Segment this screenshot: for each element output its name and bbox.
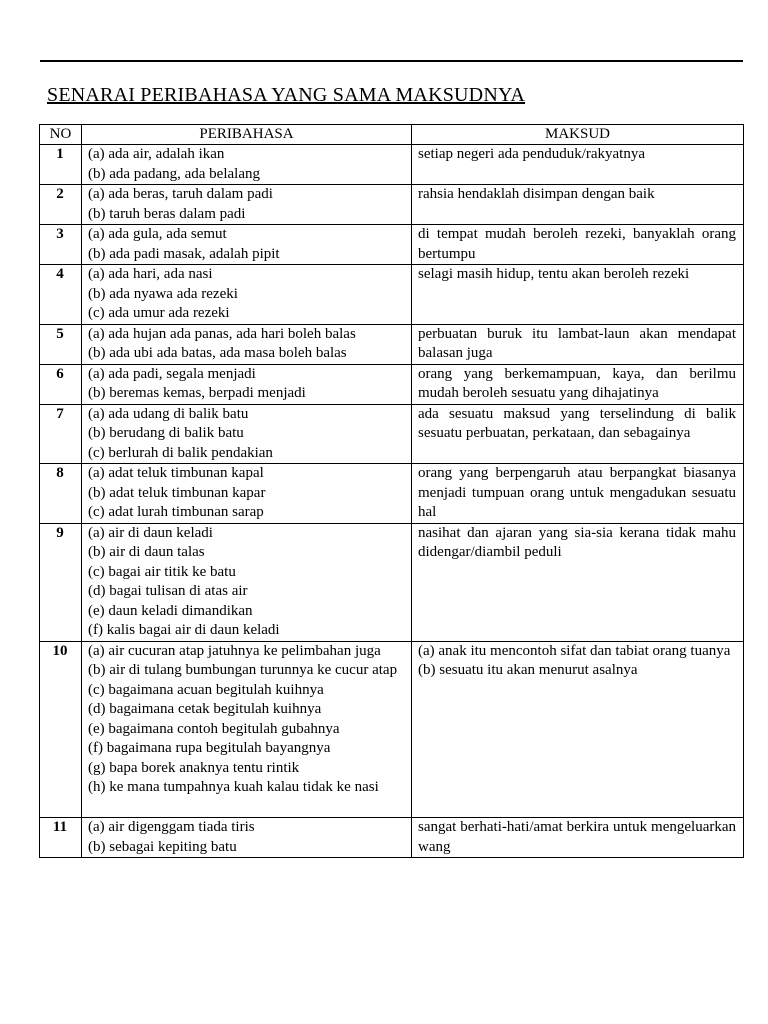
maksud-text: (b) sesuatu itu akan menurut asalnya <box>418 662 638 678</box>
peribahasa-item: (b) ada padi masak, adalah pipit <box>88 245 280 262</box>
peribahasa-item: (a) ada air, adalah ikan <box>88 146 225 162</box>
table-row <box>40 364 744 404</box>
maksud-text: orang yang berpengaruh atau berpangkat biasanya menjadi tumpuan orang untuk mengadukan sesuatu hal <box>418 465 736 520</box>
peribahasa-item: (b) air di daun talas <box>88 544 205 560</box>
blank-line <box>88 798 404 818</box>
header-maksud: MAKSUD <box>412 125 744 145</box>
table-row <box>40 818 744 858</box>
peribahasa-cell <box>82 818 412 858</box>
table-row <box>40 185 744 225</box>
peribahasa-item: (b) beremas kemas, berpadi menjadi <box>88 385 306 401</box>
peribahasa-item: (a) air cucuran atap jatuhnya ke pelimbahan juga <box>88 642 381 659</box>
row-number: 1 <box>40 145 82 185</box>
maksud-text: perbuatan buruk itu lambat-laun akan mendapat balasan juga <box>418 325 736 361</box>
peribahasa-item: (e) bagaimana contoh begitulah gubahnya <box>88 720 340 737</box>
peribahasa-item: (b) ada padang, ada belalang <box>88 165 260 182</box>
table-row <box>40 523 744 641</box>
peribahasa-item: (f) kalis bagai air di daun keladi <box>88 622 280 638</box>
peribahasa-cell <box>82 265 412 325</box>
row-number: 3 <box>40 225 82 265</box>
peribahasa-item: (g) bapa borek anaknya tentu rintik <box>88 759 300 776</box>
peribahasa-item: (b) adat teluk timbunan kapar <box>88 484 266 501</box>
peribahasa-item: (a) air di daun keladi <box>88 524 213 541</box>
maksud-cell <box>412 404 744 464</box>
maksud-text: di tempat mudah beroleh rezeki, banyaklah orang bertumpu <box>418 226 736 262</box>
row-number: 7 <box>40 404 82 464</box>
peribahasa-item: (e) daun keladi dimandikan <box>88 602 253 619</box>
table-row <box>40 225 744 265</box>
peribahasa-item: (a) ada hujan ada panas, ada hari boleh balas <box>88 325 356 342</box>
peribahasa-item: (b) ada ubi ada batas, ada masa boleh balas <box>88 345 347 361</box>
row-number: 8 <box>40 464 82 524</box>
maksud-text: setiap negeri ada penduduk/rakyatnya <box>418 146 645 162</box>
maksud-text: sangat berhati-hati/amat berkira untuk mengeluarkan wang <box>418 819 736 855</box>
peribahasa-cell <box>82 364 412 404</box>
table-header-row <box>40 125 744 145</box>
maksud-cell <box>412 364 744 404</box>
maksud-cell <box>412 145 744 185</box>
row-number: 10 <box>40 641 82 818</box>
row-number: 5 <box>40 324 82 364</box>
peribahasa-cell <box>82 185 412 225</box>
peribahasa-item: (d) bagai tulisan di atas air <box>88 583 248 599</box>
peribahasa-cell <box>82 324 412 364</box>
maksud-cell <box>412 818 744 858</box>
peribahasa-item: (b) air di tulang bumbungan turunnya ke cucur atap <box>88 662 398 678</box>
maksud-text: nasihat dan ajaran yang sia-sia kerana tidak mahu didengar/diambil peduli <box>418 524 736 560</box>
header-peribahasa: PERIBAHASA <box>82 125 412 145</box>
table-row <box>40 641 744 818</box>
peribahasa-item: (b) taruh beras dalam padi <box>88 205 246 222</box>
table-row <box>40 404 744 464</box>
peribahasa-cell <box>82 464 412 524</box>
header-no: NO <box>40 125 82 145</box>
peribahasa-item: (a) ada hari, ada nasi <box>88 266 213 282</box>
row-number: 2 <box>40 185 82 225</box>
peribahasa-item: (a) adat teluk timbunan kapal <box>88 465 264 481</box>
peribahasa-item: (c) bagai air titik ke batu <box>88 563 236 580</box>
peribahasa-cell <box>82 145 412 185</box>
peribahasa-item: (b) sebagai kepiting batu <box>88 838 237 855</box>
peribahasa-item: (a) ada gula, ada semut <box>88 226 227 242</box>
peribahasa-item: (a) ada padi, segala menjadi <box>88 365 256 382</box>
peribahasa-item: (h) ke mana tumpahnya kuah kalau tidak ke nasi <box>88 779 379 795</box>
maksud-text: rahsia hendaklah disimpan dengan baik <box>418 186 655 202</box>
maksud-cell <box>412 324 744 364</box>
row-number: 9 <box>40 523 82 641</box>
maksud-cell <box>412 185 744 225</box>
maksud-text: orang yang berkemampuan, kaya, dan berilmu mudah beroleh sesuatu yang dihajatinya <box>418 365 736 401</box>
maksud-text: selagi masih hidup, tentu akan beroleh rezeki <box>418 266 690 282</box>
peribahasa-item: (d) bagaimana cetak begitulah kuihnya <box>88 701 322 717</box>
maksud-cell <box>412 523 744 641</box>
row-number: 11 <box>40 818 82 858</box>
peribahasa-cell <box>82 641 412 818</box>
table-row <box>40 324 744 364</box>
peribahasa-item: (f) bagaimana rupa begitulah bayangnya <box>88 740 331 756</box>
peribahasa-item: (c) berlurah di balik pendakian <box>88 444 273 461</box>
table-row <box>40 464 744 524</box>
peribahasa-item: (b) ada nyawa ada rezeki <box>88 285 238 302</box>
peribahasa-table <box>39 124 744 858</box>
maksud-cell <box>412 225 744 265</box>
peribahasa-item: (a) air digenggam tiada tiris <box>88 819 255 835</box>
maksud-cell <box>412 464 744 524</box>
table-row <box>40 145 744 185</box>
peribahasa-cell <box>82 404 412 464</box>
peribahasa-item: (c) adat lurah timbunan sarap <box>88 504 264 520</box>
table-row <box>40 265 744 325</box>
maksud-text: (a) anak itu mencontoh sifat dan tabiat orang tuanya <box>418 642 731 659</box>
maksud-cell <box>412 641 744 818</box>
maksud-cell <box>412 265 744 325</box>
peribahasa-item: (c) ada umur ada rezeki <box>88 305 230 321</box>
row-number: 4 <box>40 265 82 325</box>
maksud-text: ada sesuatu maksud yang terselindung di balik sesuatu perbuatan, perkataan, dan sebagainya <box>418 405 736 441</box>
top-rule <box>40 60 743 62</box>
peribahasa-item: (c) bagaimana acuan begitulah kuihnya <box>88 681 324 698</box>
peribahasa-item: (a) ada beras, taruh dalam padi <box>88 186 273 202</box>
peribahasa-cell <box>82 225 412 265</box>
peribahasa-item: (b) berudang di balik batu <box>88 425 244 441</box>
row-number: 6 <box>40 364 82 404</box>
page-title: SENARAI PERIBAHASA YANG SAMA MAKSUDNYA <box>47 84 526 106</box>
peribahasa-cell <box>82 523 412 641</box>
peribahasa-item: (a) ada udang di balik batu <box>88 405 249 422</box>
